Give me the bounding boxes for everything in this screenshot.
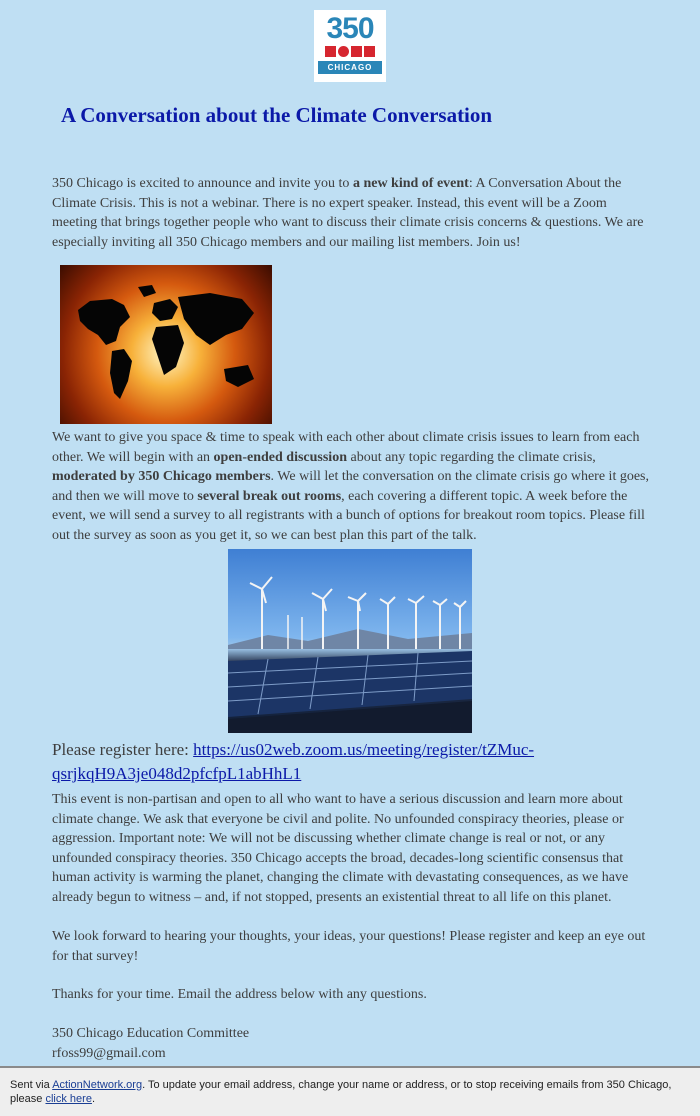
- logo-number: 350: [326, 12, 374, 45]
- email-footer: Sent via ActionNetwork.org. To update your email address, change your name or address, or to stop receiving emails from 350 Chicago, please click here.: [0, 1066, 700, 1116]
- 350-chicago-logo: [314, 10, 386, 82]
- signature: [52, 1024, 652, 1063]
- unsubscribe-click-here-link[interactable]: click here: [45, 1093, 92, 1105]
- committee-name: 350 Chicago Education Committee: [52, 1026, 250, 1041]
- intro-paragraph: 350 Chicago is excited to announce and invite you to a new kind of event: A Conversation About the Climate Crisis. This is not a webinar. There is no expert speaker. Instead, this event will be a Zoom meeting that brings together people who want to discuss their climate crisis concerns & questions. We are especially inviting all 350 Chicago members and our mailing list members. Join us!: [52, 176, 644, 250]
- page-title: A Conversation about the Climate Conversation: [61, 103, 493, 127]
- zoom-register-link[interactable]: https://us02web.zoom.us/meeting/register/tZMuc-qsrjkqH9A3je048d2pfcfpL1abHhL1: [52, 740, 535, 783]
- event-description-paragraph: We want to give you space & time to speak with each other about climate crisis issues to learn from each other. We will begin with an open-ended discussion about any topic regarding the climate crisis, moderated by 350 Chicago members. We will let the conversation on the climate crisis go where it goes, and then we will move to several break out rooms, each covering a different topic. A week before the event, we will send a survey to all registrants with a bunch of options for breakout room topics. Please fill out the survey as soon as you get it, so we can best plan this part of the talk.: [52, 430, 649, 543]
- action-network-link[interactable]: ActionNetwork.org: [52, 1079, 143, 1091]
- wind-turbines-solar-panels-image: [228, 549, 472, 733]
- closing-paragraph: We look forward to hearing your thoughts, your ideas, your questions! Please register and keep an eye out for that survey!: [52, 929, 646, 964]
- thanks-paragraph: Thanks for your time. Email the address below with any questions.: [52, 987, 427, 1002]
- logo-city: CHICAGO: [318, 61, 382, 74]
- logo-star-icons: [318, 46, 382, 57]
- nonpartisan-paragraph: This event is non-partisan and open to all who want to have a serious discussion and learn more about climate change. We ask that everyone be civil and polite. No unfounded conspiracy theories, please or aggression. Important note: We will not be discussing whether climate change is real or not, or any unfounded conspiracy theories. 350 Chicago accepts the broad, decades-long scientific consensus that human activity is warming the planet, changing the climate with devastating consequences, as we have already begun to witness – and, if not stopped, presents an existential threat to all life on this planet.: [52, 792, 629, 905]
- register-line: Please register here: https://us02web.zoom.us/meeting/register/tZMuc-qsrjkqH9A3je048d2pfcfpL1abHhL1: [52, 740, 535, 783]
- burning-world-map-image: [60, 265, 272, 424]
- contact-email: rfoss99@gmail.com: [52, 1045, 166, 1061]
